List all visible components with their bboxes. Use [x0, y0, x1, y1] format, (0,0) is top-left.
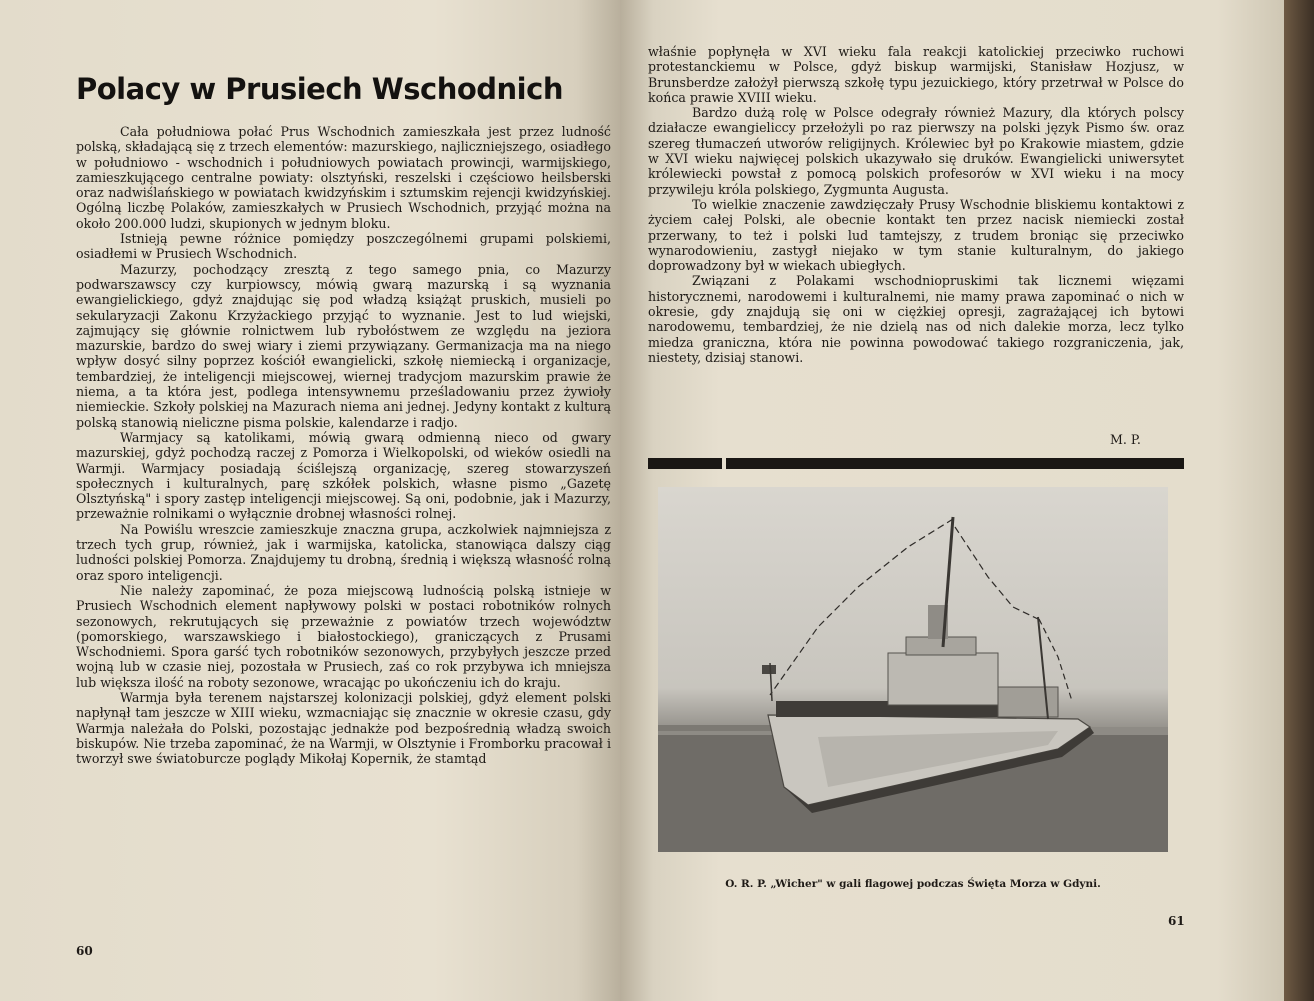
- ship-photo: [658, 487, 1168, 852]
- article-title: Polacy w Prusiech Wschodnich: [76, 72, 563, 106]
- paragraph: Cała południowa połać Prus Wschodnich zamieszkała jest przez ludność polską, składającą się z trzech elementów: mazurskiego, najliczniejszego, osiadłego w południowo - wschodnich i południowych powiatach prowincji, warmijskiego, zamieszkującego centralne powiaty: olsztyński, reszelski i częściowo heilsberski oraz nadwiślańskiego w powiatach kwidzyńskim i sztumskim rejencji kwidzyńskiej. Ogólną liczbę Polaków, zamieszkałych w Prusiech Wschodnich, przyjąć można na około 200.000 ludzi, skupionych w jednym bloku.: [76, 124, 611, 231]
- paragraph: Związani z Polakami wschodniopruskimi tak licznemi więzami historycznemi, narodowemi i kulturalnemi, nie mamy prawa zapominać o nich w okresie, gdy znajdują się oni w ciężkiej opresji, zagrażającej ich bytowi narodowemu, tembardziej, że nie dzielą nas od nich dalekie morza, lecz tylko miedza graniczna, która nie powinna powodować takiego rozgraniczenia, jak, niestety, dzisiaj stanowi.: [648, 273, 1184, 365]
- paragraph: Na Powiślu wreszcie zamieszkuje znaczna grupa, aczkolwiek najmniejsza z trzech tych grup, również, jak i warmijska, katolicka, stanowiąca dalszy ciąg ludności polskiej Pomorza. Znajdujemy tu drobną, średnią i większą własność rolną oraz sporo inteligencji.: [76, 521, 611, 583]
- paragraph: Nie należy zapominać, że poza miejscową ludnością polską istnieje w Prusiech Wschodnich element napływowy polski w postaci robotników rolnych sezonowych, rekrutujących się przeważnie z powiatów trzech województw (pomorskiego, warszawskiego i białostockiego), graniczących z Prusami Wschodniemi. Spora garść tych robotników sezonowych, przybyłych jeszcze przed wojną lub w czasie niej, pozostała w Prusiech, zaś co rok przybywa ich mniejsza lub większa ilość na roboty sezonowe, wracając po ukończeniu ich do kraju.: [76, 582, 611, 690]
- paragraph: Mazurzy, pochodzący zresztą z tego samego pnia, co Mazurzy podwarszawscy czy kurpiowscy, mówią gwarą mazurską i są wyznania ewangielickiego, gdyż znajdując się pod władzą książąt pruskich, musieli po sekularyzacji Zakonu Krzyżackiego przyjąć to wyznanie. Jest to lud wiejski, zajmujący się głównie rolnictwem lub rybołóstwem ze względu na jeziora mazurskie, bardzo do swej wiary i ziemi przywiązany. Germanizacja ma na niego wpływ dosyć silny poprzez kościół ewangielicki, szkołę niemiecką i organizacje, tembardziej, że inteligencji miejscowej, wiernej tradycjom mazurskim prawie że niema, a ta która jest, podlega intensywnemu prześladowaniu przez żywioły niemieckie. Szkoły polskiej na Mazurach niema ani jednej. Jedyny kontakt z kulturą polską stanowią nieliczne pisma polskie, kalendarze i radjo.: [76, 261, 611, 430]
- photo-caption: O. R. P. „Wicher" w gali flagowej podczas Święta Morza w Gdyni.: [725, 878, 1101, 890]
- paragraph: właśnie popłynęła w XVI wieku fala reakcji katolickiej przeciwko ruchowi protestanckiemu w Polsce, gdyż biskup warmijski, Stanisław Hozjusz, w Brunsberdze założył pierwszą szkołę typu jezuickiego, który przetrwał w Polsce do końca prawie XVIII wieku.: [648, 44, 1184, 105]
- divider-rule: [648, 458, 1184, 469]
- paragraph: To wielkie znaczenie zawdzięczały Prusy Wschodnie bliskiemu kontaktowi z życiem całej Polski, ale obecnie kontakt ten przez nacisk niemiecki został przerwany, to też i polski lud tamtejszy, z trudem broniąc się przeciwko wynarodowieniu, zastygł niejako w tym stanie kulturalnym, do jakiego doprowadzony był w wiekach ubiegłych.: [648, 196, 1184, 274]
- left-page: [0, 0, 620, 1001]
- right-page: [620, 0, 1284, 1001]
- page-number-right: 61: [1168, 914, 1185, 928]
- paragraph: Warmjacy są katolikami, mówią gwarą odmienną nieco od gwary mazurskiej, gdyż pochodzą raczej z Pomorza i Wielkopolski, od wieków osiedli na Warmji. Warmjacy posiadają ściślejszą organizację, szereg stowarzyszeń społecznych i kulturalnych, parę szkółek polskich, własne pismo „Gazetę Olsztyńską" i spory zastęp inteligencji miejscowej. Są oni, podobnie, jak i Mazurzy, przeważnie rolnikami o wyłącznie drobnej własności rolnej.: [76, 429, 611, 522]
- book-edge: [1284, 0, 1314, 1001]
- paragraph: Istnieją pewne różnice pomiędzy poszczególnemi grupami polskiemi, osiadłemi w Prusiech Wschodnich.: [76, 231, 611, 262]
- right-text-column: [648, 44, 1184, 365]
- paragraph: Warmja była terenem najstarszej kolonizacji polskiej, gdyż element polski napłynął tam jeszcze w XIII wieku, wzmacniając się znacznie w okresie czasu, gdy Warmja należała do Polski, pozostając jednakże pod bezpośrednią władzą swoich biskupów. Nie trzeba zapominać, że na Warmji, w Olsztynie i Fromborku pracował i tworzył swe światoburcze poglądy Mikołaj Kopernik, że stamtąd: [76, 689, 611, 767]
- paragraph: Bardzo dużą rolę w Polsce odegrały również Mazury, dla których polscy działacze ewangieliccy przełożyli po raz pierwszy na polski język Pismo św. oraz szereg tłumaczeń utworów religijnych. Królewiec był po Krakowie miastem, gdzie w XVI wieku najwięcej polskich ukazywało się druków. Ewangielicki uniwersytet królewiecki powstał z pomocą polskich profesorów w XVI wieku i na mocy przywileju króla polskiego, Zygmunta Augusta.: [648, 105, 1184, 197]
- left-text-column: [76, 124, 611, 766]
- warship-illustration: [658, 487, 1168, 852]
- page-number-left: 60: [76, 944, 93, 958]
- author-signature: M. P.: [1110, 432, 1141, 447]
